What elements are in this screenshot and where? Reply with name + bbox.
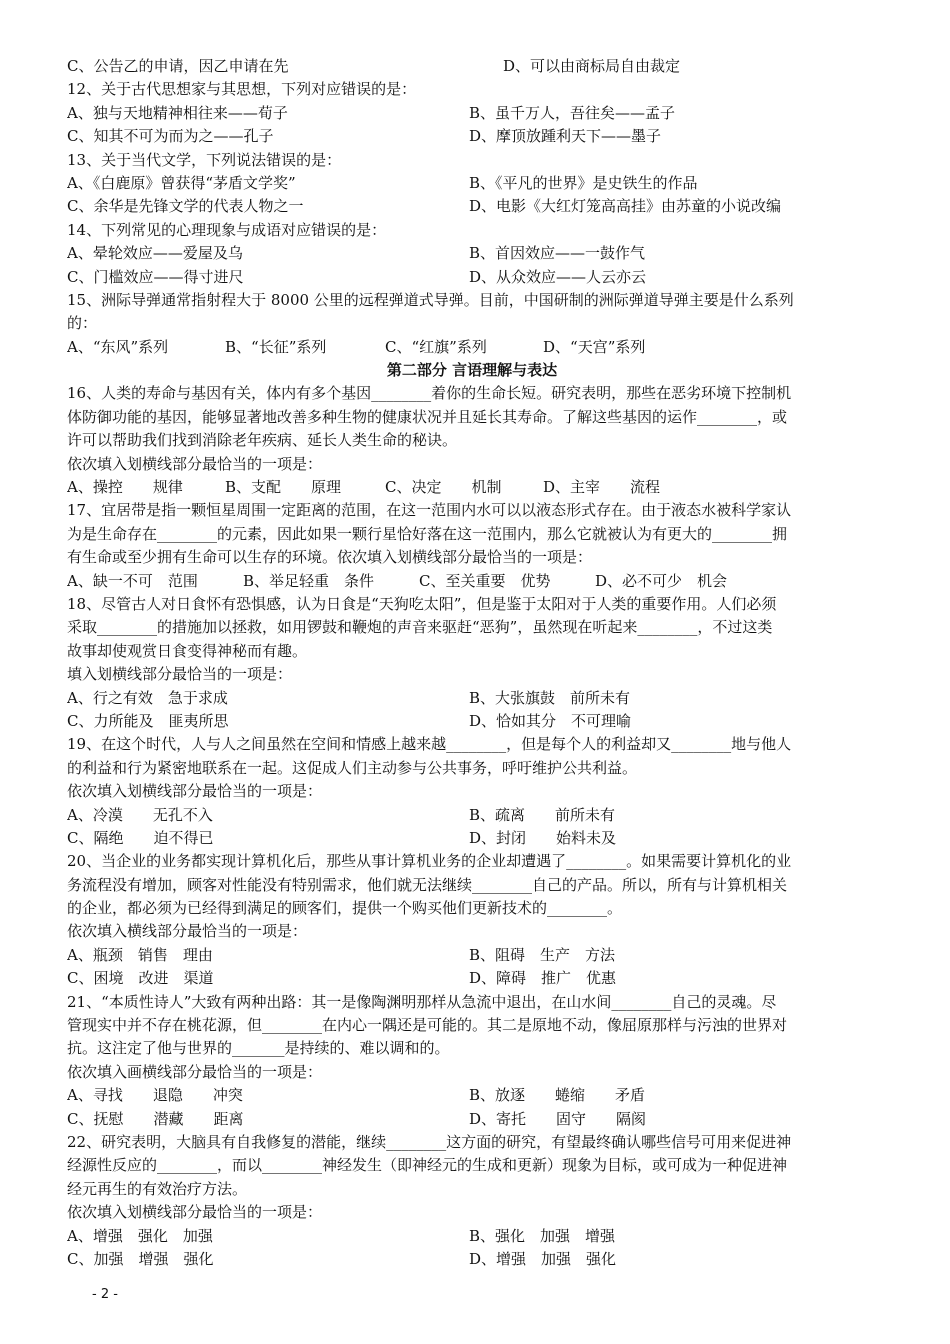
question-20-cont: 的企业，都必须为已经得到满足的顾客们，提供一个购买他们更新技术的________。: [67, 899, 623, 918]
option-d: D、从众效应——人云亦云: [469, 267, 647, 286]
question-16-prompt: 依次填入划横线部分最恰当的一项是：: [67, 454, 323, 473]
option-row: [67, 172, 877, 195]
option-c: C、知其不可为而为之——孔子: [67, 127, 274, 146]
question-21-cont: 抗。这注定了他与世界的_______是持续的、难以调和的。: [67, 1039, 450, 1058]
question-21-cont: 管现实中并不存在桃花源，但________在内心一隅还是可能的。其二是原地不动，像屈原那样与污浊的世界对: [67, 1016, 788, 1035]
option-c: C、决定 机制: [385, 478, 502, 497]
option-d: D、必不可少 机会: [595, 571, 728, 590]
option-d: D、寄托 固守 隔阂: [469, 1109, 647, 1128]
question-15: 15、洲际导弹通常指射程大于 8000 公里的远程弹道式导弹。目前，中国研制的洲际弹道导弹主要是什么系列: [67, 290, 794, 309]
option-d: D、主宰 流程: [543, 478, 661, 497]
option-b: B、强化 加强 增强: [469, 1226, 616, 1245]
option-d: D、电影《大红灯笼高高挂》由苏童的小说改编: [469, 197, 782, 216]
option-b: B、举足轻重 条件: [243, 571, 375, 590]
page-number: - 2 -: [92, 1287, 118, 1302]
option-b: B、“长征”系列: [225, 337, 327, 356]
section-heading: 第二部分 言语理解与表达: [386, 361, 558, 380]
option-row: [67, 804, 877, 827]
option-row: [67, 827, 877, 850]
question-18-prompt: 填入划横线部分最恰当的一项是：: [67, 665, 293, 684]
option-c: C、力所能及 匪夷所思: [67, 711, 229, 730]
option-b: B、大张旗鼓 前所未有: [469, 688, 631, 707]
option-a: A、晕轮效应——爱屋及乌: [67, 244, 243, 263]
option-row: [67, 710, 877, 733]
question-18-cont: 采取________的措施加以拯救，如用锣鼓和鞭炮的声音来驱赶“恶狗”，虽然现在听起来________，不过这类: [67, 618, 773, 637]
option-d: D、封闭 始料未及: [469, 828, 617, 847]
question-17-cont: 为是生命存在________的元素，因此如果一颗行星恰好落在这一范围内，那么它就被认为有更大的________拥: [67, 524, 788, 543]
option-b: B、阻碍 生产 方法: [469, 945, 616, 964]
option-c: C、公告乙的申请，因乙申请在先: [67, 57, 289, 75]
option-b: B、虽千万人，吾往矣——孟子: [469, 103, 676, 122]
option-row: [67, 570, 877, 593]
option-c: C、抚慰 潜藏 距离: [67, 1109, 244, 1128]
option-row: [67, 336, 877, 359]
option-row: [67, 967, 877, 990]
option-b: B、首因效应——一鼓作气: [469, 244, 646, 263]
option-a: A、瓶颈 销售 理由: [67, 945, 213, 964]
question-19-prompt: 依次填入划横线部分最恰当的一项是：: [67, 782, 323, 801]
option-d: D、摩顶放踵利天下——墨子: [469, 127, 662, 146]
question-17-cont: 有生命或至少拥有生命可以生存的环境。依次填入划横线部分最恰当的一项是：: [67, 548, 593, 567]
option-c: C、困境 改进 渠道: [67, 969, 214, 988]
question-22-cont: 经源性反应的________，而以________神经发生（即神经元的生成和更新）现象为目标，或可成为一种促进神: [67, 1156, 788, 1175]
question-19-cont: 的利益和行为紧密地联系在一起。这促成人们主动参与公共事务，呼吁维护公共利益。: [67, 758, 638, 777]
option-row: [67, 687, 877, 710]
question-18: 18、尽管古人对日食怀有恐惧感，认为日食是“天狗吃太阳”，但是鉴于太阳对于人类的重要作用。人们必须: [67, 594, 777, 613]
question-21: 21、“本质性诗人”大致有两种出路：其一是像陶渊明那样从急流中退出，在山水间________自己的灵魂。尽: [67, 992, 777, 1011]
question-22-cont: 经元再生的有效治疗方法。: [67, 1179, 248, 1198]
option-row: [67, 125, 877, 148]
question-20-prompt: 依次填入横线部分最恰当的一项是：: [67, 922, 308, 941]
option-c: C、至关重要 优势: [419, 571, 551, 590]
question-12: 12、关于古代思想家与其思想，下列对应错误的是：: [67, 80, 417, 99]
question-16: 16、人类的寿命与基因有关，体内有多个基因________着你的生命长短。研究表明，那些在恶劣环境下控制机: [67, 384, 792, 403]
question-22-prompt: 依次填入划横线部分最恰当的一项是：: [67, 1203, 323, 1222]
option-row: [67, 1248, 877, 1271]
question-13: 13、关于当代文学，下列说法错误的是：: [67, 150, 342, 169]
option-c: C、“红旗”系列: [385, 337, 487, 356]
option-a: A、冷漠 无孔不入: [67, 805, 213, 824]
option-row: [67, 102, 877, 125]
option-d: D、障碍 推广 优惠: [469, 969, 617, 988]
option-row: [67, 266, 877, 289]
option-a: A、增强 强化 加强: [67, 1226, 213, 1245]
option-c: C、门槛效应——得寸进尺: [67, 267, 244, 286]
question-16-cont: 体防御功能的基因，能够显著地改善多种生物的健康状况并且延长其寿命。了解这些基因的运作________，或: [67, 407, 788, 426]
option-d: D、“天宫”系列: [543, 337, 646, 356]
question-19: 19、在这个时代，人与人之间虽然在空间和情感上越来越________，但是每个人的利益却又________地与他人: [67, 735, 792, 754]
option-a: A、《白鹿原》曾获得“茅盾文学奖”: [67, 173, 296, 192]
question-17: 17、宜居带是指一颗恒星周围一定距离的范围，在这一范围内水可以以液态形式存在。由于液态水被科学家认: [67, 501, 792, 520]
option-b: B、疏离 前所未有: [469, 805, 616, 824]
option-row: [67, 242, 877, 265]
option-row: [67, 195, 877, 218]
option-a: A、缺一不可 范围: [67, 571, 198, 590]
option-a: A、“东风”系列: [67, 337, 169, 356]
option-d: D、增强 加强 强化: [469, 1249, 617, 1268]
option-b: B、支配 原理: [225, 478, 342, 497]
question-22: 22、研究表明，大脑具有自我修复的潜能，继续________这方面的研究，有望最终确认哪些信号可用来促进神: [67, 1132, 792, 1151]
option-c: C、加强 增强 强化: [67, 1249, 214, 1268]
question-14: 14、下列常见的心理现象与成语对应错误的是：: [67, 220, 387, 239]
option-row: [67, 1225, 877, 1248]
question-15-cont: 的：: [67, 314, 98, 333]
option-d: D、可以由商标局自由裁定: [503, 57, 681, 75]
option-a: A、独与天地精神相往来——荀子: [67, 103, 288, 122]
option-b: B、《平凡的世界》是史铁生的作品: [469, 173, 698, 192]
option-row: [67, 1108, 877, 1131]
option-d: D、恰如其分 不可理喻: [469, 711, 632, 730]
option-c: C、余华是先锋文学的代表人物之一: [67, 197, 304, 216]
option-b: B、放逐 蜷缩 矛盾: [469, 1086, 646, 1105]
question-21-prompt: 依次填入画横线部分最恰当的一项是：: [67, 1062, 323, 1081]
question-20: 20、当企业的业务都实现计算机化后，那些从事计算机业务的企业却遭遇了________。如果需要计算机化的业: [67, 852, 792, 871]
option-row: [67, 1084, 877, 1107]
option-row: [67, 476, 877, 499]
option-a: A、寻找 退隐 冲突: [67, 1086, 243, 1105]
question-16-cont: 许可以帮助我们找到消除老年疾病、延长人类生命的秘诀。: [67, 431, 458, 450]
question-20-cont: 务流程没有增加，顾客对性能没有特别需求，他们就无法继续________自己的产品。所以，所有与计算机相关: [67, 875, 788, 894]
option-c: C、隔绝 迫不得已: [67, 828, 214, 847]
option-row: [67, 55, 877, 78]
option-a: A、行之有效 急于求成: [67, 688, 228, 707]
option-row: [67, 944, 877, 967]
option-a: A、操控 规律: [67, 478, 183, 497]
question-18-cont: 故事却使观赏日食变得神秘而有趣。: [67, 641, 308, 660]
page-content: [67, 55, 877, 1271]
